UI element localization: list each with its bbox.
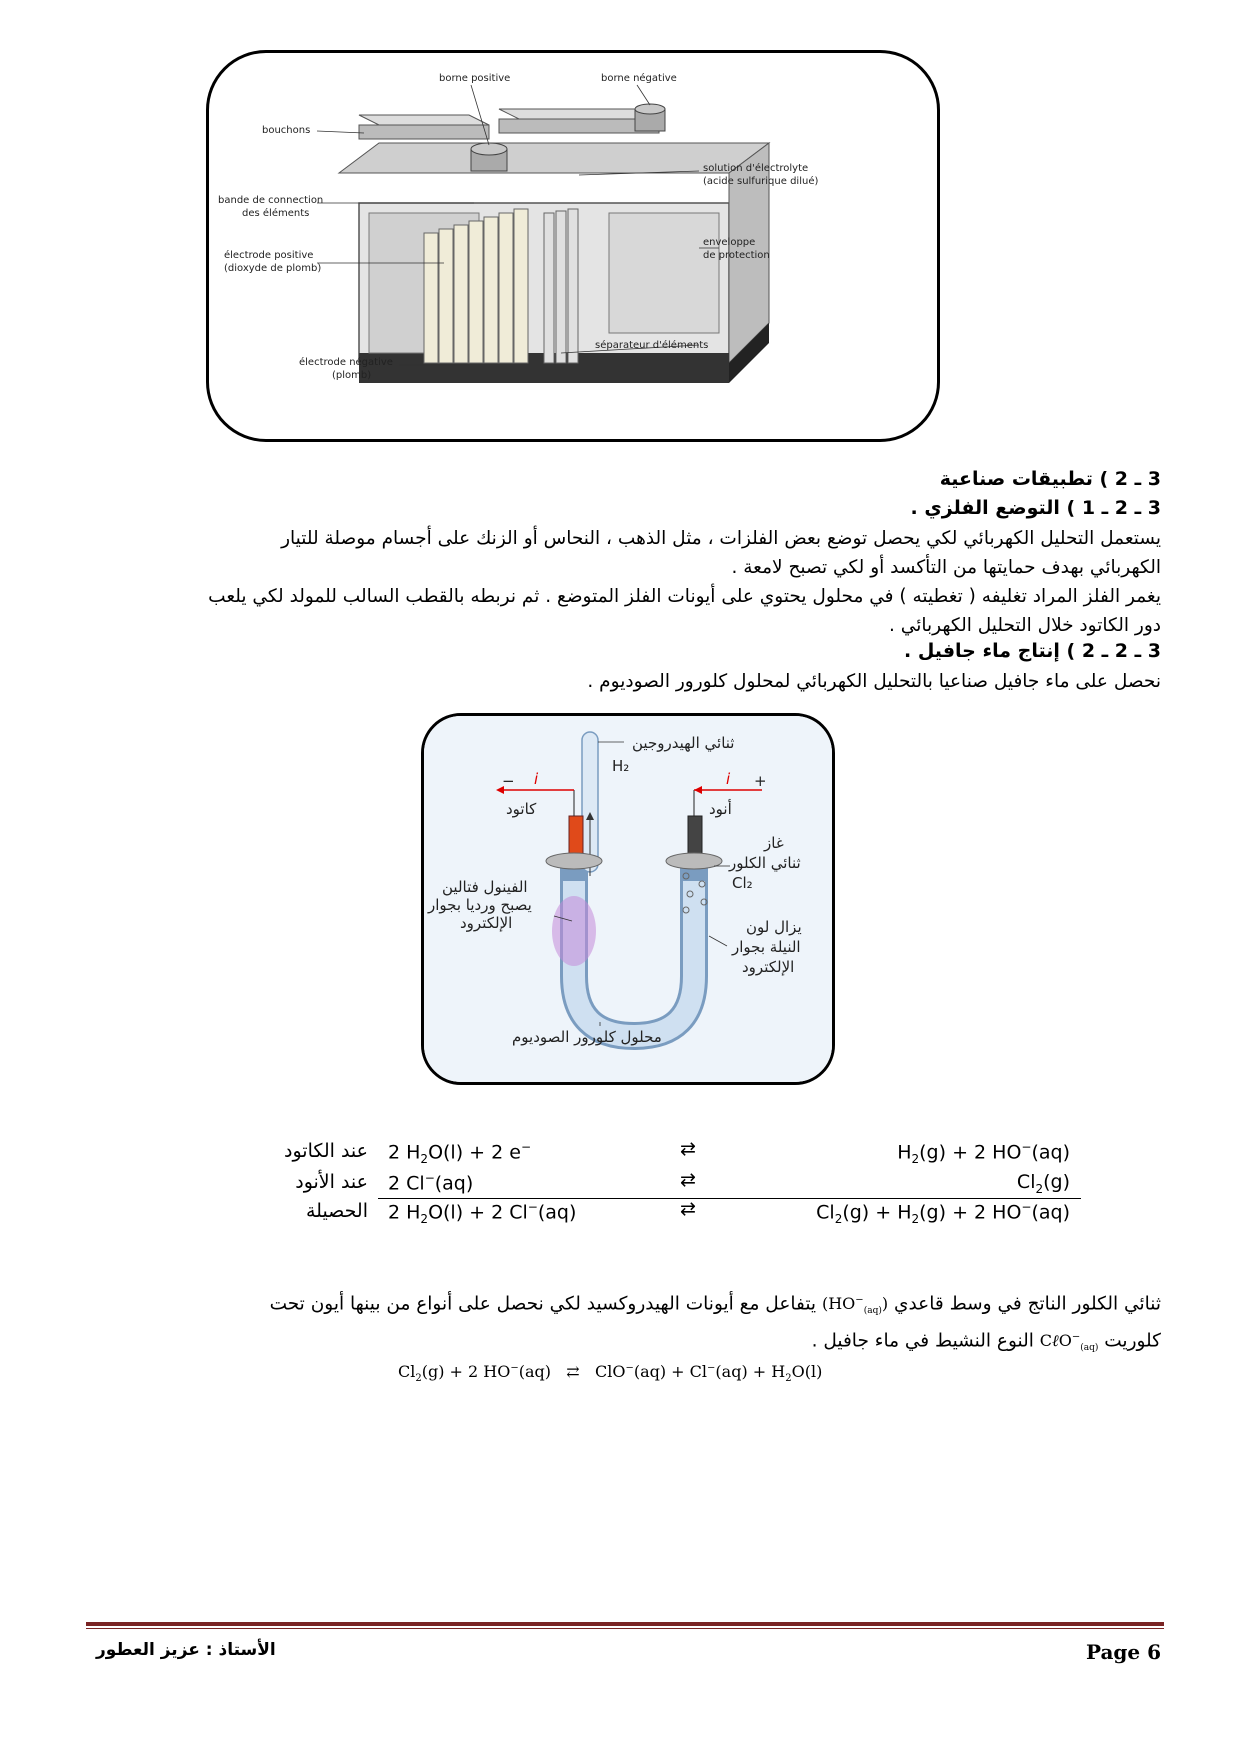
- label-solution-2: (acide sulfurique dilué): [703, 176, 819, 187]
- label-borne-negative: borne négative: [601, 73, 677, 84]
- label-indigo-1: يزال لون: [746, 918, 802, 936]
- reaction-label-total: الحصيلة: [305, 1200, 368, 1222]
- reaction-cathode-right: $H_2(g) + 2$ HO−(aq): [897, 1140, 1070, 1167]
- label-cl2: Cl₂: [732, 874, 753, 892]
- label-phenol-1: الفينول فتالين: [442, 878, 528, 896]
- footer-author: الأستاذ : عزيز العطور: [96, 1640, 276, 1660]
- paragraph-1a: يستعمل التحليل الكهربائي لكي يحصل توضع بعض الفلزات ، مثل الذهب ، النحاس أو الزنك على أجسام موصلة للتيار: [281, 528, 1161, 549]
- electrolysis-figure: [421, 713, 835, 1085]
- reaction-separator: [378, 1198, 1081, 1199]
- reaction-label-anode: عند الأنود: [295, 1171, 368, 1193]
- label-separateur: séparateur d'éléments: [595, 340, 709, 351]
- label-plus: +: [754, 772, 767, 790]
- footer-rule-thin: [86, 1628, 1164, 1629]
- reaction-anode-left: 2 Cl−(aq): [388, 1171, 474, 1195]
- reaction-arrow-1: ⇄: [680, 1138, 696, 1160]
- electrolysis-diagram: [424, 716, 832, 1082]
- reaction-total-right: $Cl_2(g) + H_2(g) + 2$ HO−(aq): [816, 1200, 1070, 1227]
- label-electrode-pos-2: (dioxyde de plomb): [224, 263, 322, 274]
- javel-line-1b: يتفاعل مع أيونات الهيدروكسيد لكي نحصل على أنواع من بينها أيون تحت: [269, 1293, 817, 1315]
- label-phenol-3: الإلكترود: [460, 914, 513, 932]
- label-anode: أنود: [709, 800, 732, 818]
- heading-industrial-applications: 3 ـ 2 ) تطبيقات صناعية: [939, 468, 1161, 490]
- label-indigo-3: الإلكترود: [742, 958, 795, 976]
- heading-javel-production: 3 ـ 2 ـ 2 ) إنتاج ماء جافيل .: [904, 640, 1161, 662]
- javel-line-1a: ثنائي الكلور الناتج في وسط قاعدي: [893, 1293, 1161, 1315]
- label-nacl-solution: محلول كلورور الصوديوم: [512, 1028, 662, 1046]
- reaction-total-left: 2 $H_2O(l) + 2$ Cl−(aq): [388, 1200, 577, 1227]
- javel-line-2: كلوريت CℓO−$_{(aq)}$ النوع النشيط في ماء جافيل .: [811, 1330, 1161, 1354]
- label-bouchons: bouchons: [262, 125, 311, 136]
- reaction-cathode-left: 2 $H_2O(l) + 2$ e−: [388, 1140, 532, 1167]
- paragraph-2b: دور الكاتود خلال التحليل الكهربائي .: [889, 615, 1161, 636]
- label-h2: H₂: [612, 757, 630, 775]
- paragraph-3: نحصل على ماء جافيل صناعيا بالتحليل الكهربائي لمحلول كلورور الصوديوم .: [587, 671, 1161, 692]
- label-enveloppe-1: enveloppe: [703, 237, 756, 248]
- label-i-cathode: i: [534, 770, 539, 788]
- label-bande-2: des éléments: [242, 208, 310, 219]
- label-indigo-2: النيلة بجوار: [732, 938, 801, 956]
- javel-reaction: $Cl_2(g) + 2$ HO−(aq) ⇄ $ClO^-(aq) + Cl^-(aq) + H_2O(l)$: [398, 1362, 823, 1385]
- label-cathode: كاتود: [506, 800, 537, 818]
- label-borne-positive: borne positive: [439, 73, 511, 84]
- label-electrode-neg-1: électrode négative: [299, 357, 393, 368]
- reaction-anode-right: $Cl_2(g)$: [1016, 1171, 1070, 1196]
- heading-electroplating: 3 ـ 2 ـ 1 ) التوضع الفلزي .: [910, 497, 1161, 519]
- footer-rule: [86, 1622, 1164, 1626]
- label-electrode-pos-1: électrode positive: [224, 250, 314, 261]
- javel-line-2b: النوع النشيط في ماء جافيل .: [811, 1330, 1034, 1352]
- label-electrode-neg-2: (plomb): [332, 370, 372, 381]
- paragraph-2a: يغمر الفلز المراد تغليفه ( تغطيته ) في محلول يحتوي على أيونات الفلز المتوضع . ثم نربطه بالقطب السالب للمولد لكي يلعب: [208, 586, 1161, 607]
- label-phenol-2: يصبح ورديا بجوار: [428, 896, 532, 914]
- label-minus: −: [502, 772, 515, 790]
- footer-page-number: Page 6: [1085, 1640, 1161, 1664]
- javel-line-1: ثنائي الكلور الناتج في وسط قاعدي $(HO^-_{(aq)})$ يتفاعل مع أيونات الهيدروكسيد لكي نحصل على أنواع من بينها أيون تحت: [269, 1293, 1161, 1317]
- label-enveloppe-2: de protection: [703, 250, 770, 261]
- reaction-arrow-2: ⇄: [680, 1169, 696, 1191]
- javel-line-2a: كلوريت: [1104, 1330, 1161, 1352]
- label-gas: غاز: [764, 834, 784, 852]
- label-hydrogen: ثنائي الهيدروجين: [632, 734, 735, 752]
- label-chlorine: ثنائي الكلور: [729, 854, 801, 872]
- reaction-label-cathode: عند الكاتود: [284, 1140, 368, 1162]
- label-solution-1: solution d'électrolyte: [703, 163, 809, 174]
- reaction-arrow-3: ⇄: [680, 1198, 696, 1220]
- label-i-anode: i: [726, 770, 731, 788]
- battery-figure: [206, 50, 940, 442]
- paragraph-1b: الكهربائي بهدف حمايتها من التأكسد أو لكي تصبح لامعة .: [731, 557, 1161, 578]
- label-bande-1: bande de connection: [218, 195, 324, 206]
- battery-diagram: [209, 53, 937, 439]
